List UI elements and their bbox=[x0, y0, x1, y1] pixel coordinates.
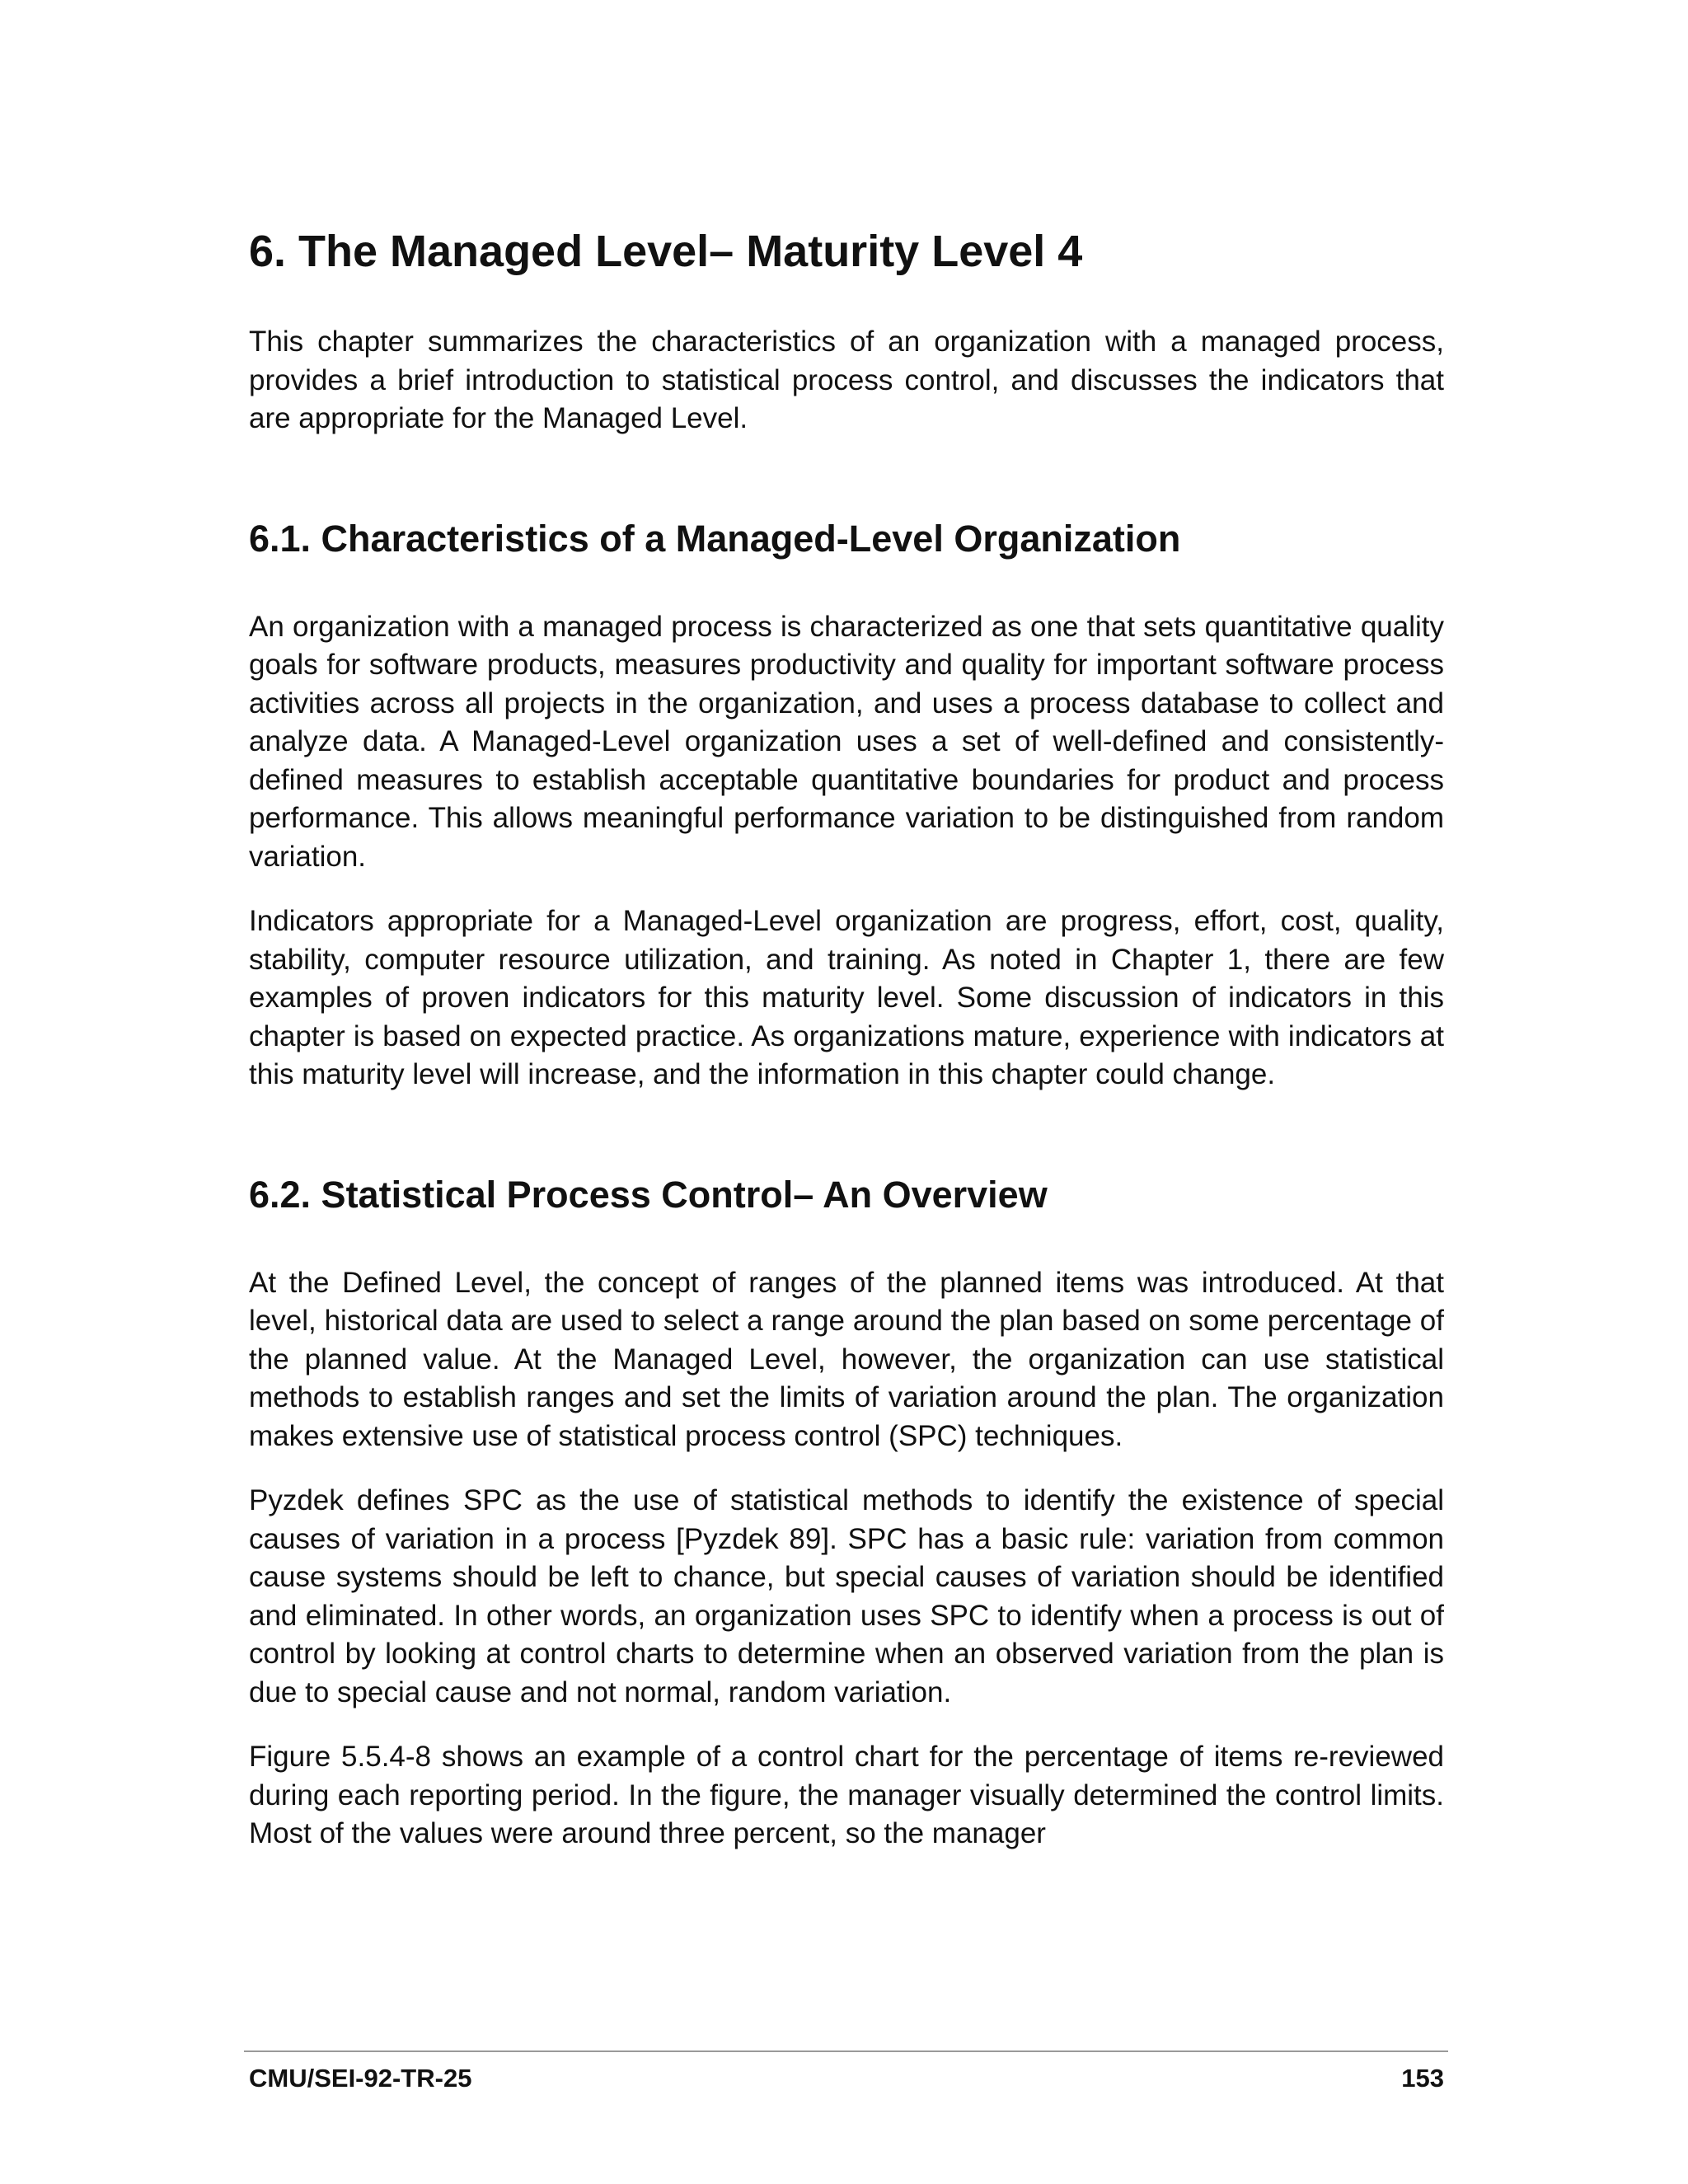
footer-divider bbox=[244, 2050, 1448, 2052]
chapter-intro-paragraph: This chapter summarizes the characteristics of an organization with a managed process, provides a brief introduction to statistical process control, and discusses the indicators that are appropriate for the Managed Level. bbox=[249, 326, 1444, 434]
section-6-2-paragraph-1: At the Defined Level, the concept of ranges of the planned items was introduced. At that level, historical data are used to select a range around the plan based on some percentage of the planned value. At the Managed Level, however, the organization can use statistical methods to establish ranges and set the limits of variation around the plan. The organization makes extensive use of statistical process control (SPC) techniques. bbox=[249, 1266, 1444, 1452]
section-6-1-paragraph-2: Indicators appropriate for a Managed-Level organization are progress, effort, cost, quality, stability, computer resource utilization, and training. As noted in Chapter 1, there are few examples of proven indicators for this maturity level. Some discussion of indicators in this chapter is based on expected practice. As organizations mature, experience with indicators at this maturity level will increase, and the information in this chapter could change. bbox=[249, 905, 1444, 1090]
section-6-1-title: 6.1. Characteristics of a Managed-Level Organization bbox=[249, 517, 1181, 560]
footer-report-id: CMU/SEI-92-TR-25 bbox=[249, 2064, 472, 2093]
section-6-2-title: 6.2. Statistical Process Control– An Overview bbox=[249, 1173, 1048, 1216]
section-6-1-paragraph-1: An organization with a managed process is characterized as one that sets quantitative quality goals for software products, measures productivity and quality for important software process activities across all projects in the organization, and uses a process database to collect and analyze data. A Managed-Level organization uses a set of well-defined and consistently-defined measures to establish acceptable quantitative boundaries for product and process performance. This allows meaningful performance variation to be distinguished from random variation. bbox=[249, 610, 1444, 873]
page-content bbox=[249, 223, 1444, 1854]
section-6-2-paragraph-3: Figure 5.5.4-8 shows an example of a control chart for the percentage of items re-reviewed during each reporting period. In the figure, the manager visually determined the control limits. Most of the values were around three percent, so the manager bbox=[249, 1741, 1444, 1849]
footer-page-number: 153 bbox=[1401, 2064, 1444, 2093]
section-6-2-paragraph-2: Pyzdek defines SPC as the use of statistical methods to identify the existence of special causes of variation in a process [Pyzdek 89]. SPC has a basic rule: variation from common cause systems should be left to chance, but special causes of variation should be identified and eliminated. In other words, an organization uses SPC to identify when a process is out of control by looking at control charts to determine when an observed variation from the plan is due to special cause and not normal, random variation. bbox=[249, 1484, 1444, 1708]
chapter-title: 6. The Managed Level– Maturity Level 4 bbox=[249, 227, 1083, 276]
